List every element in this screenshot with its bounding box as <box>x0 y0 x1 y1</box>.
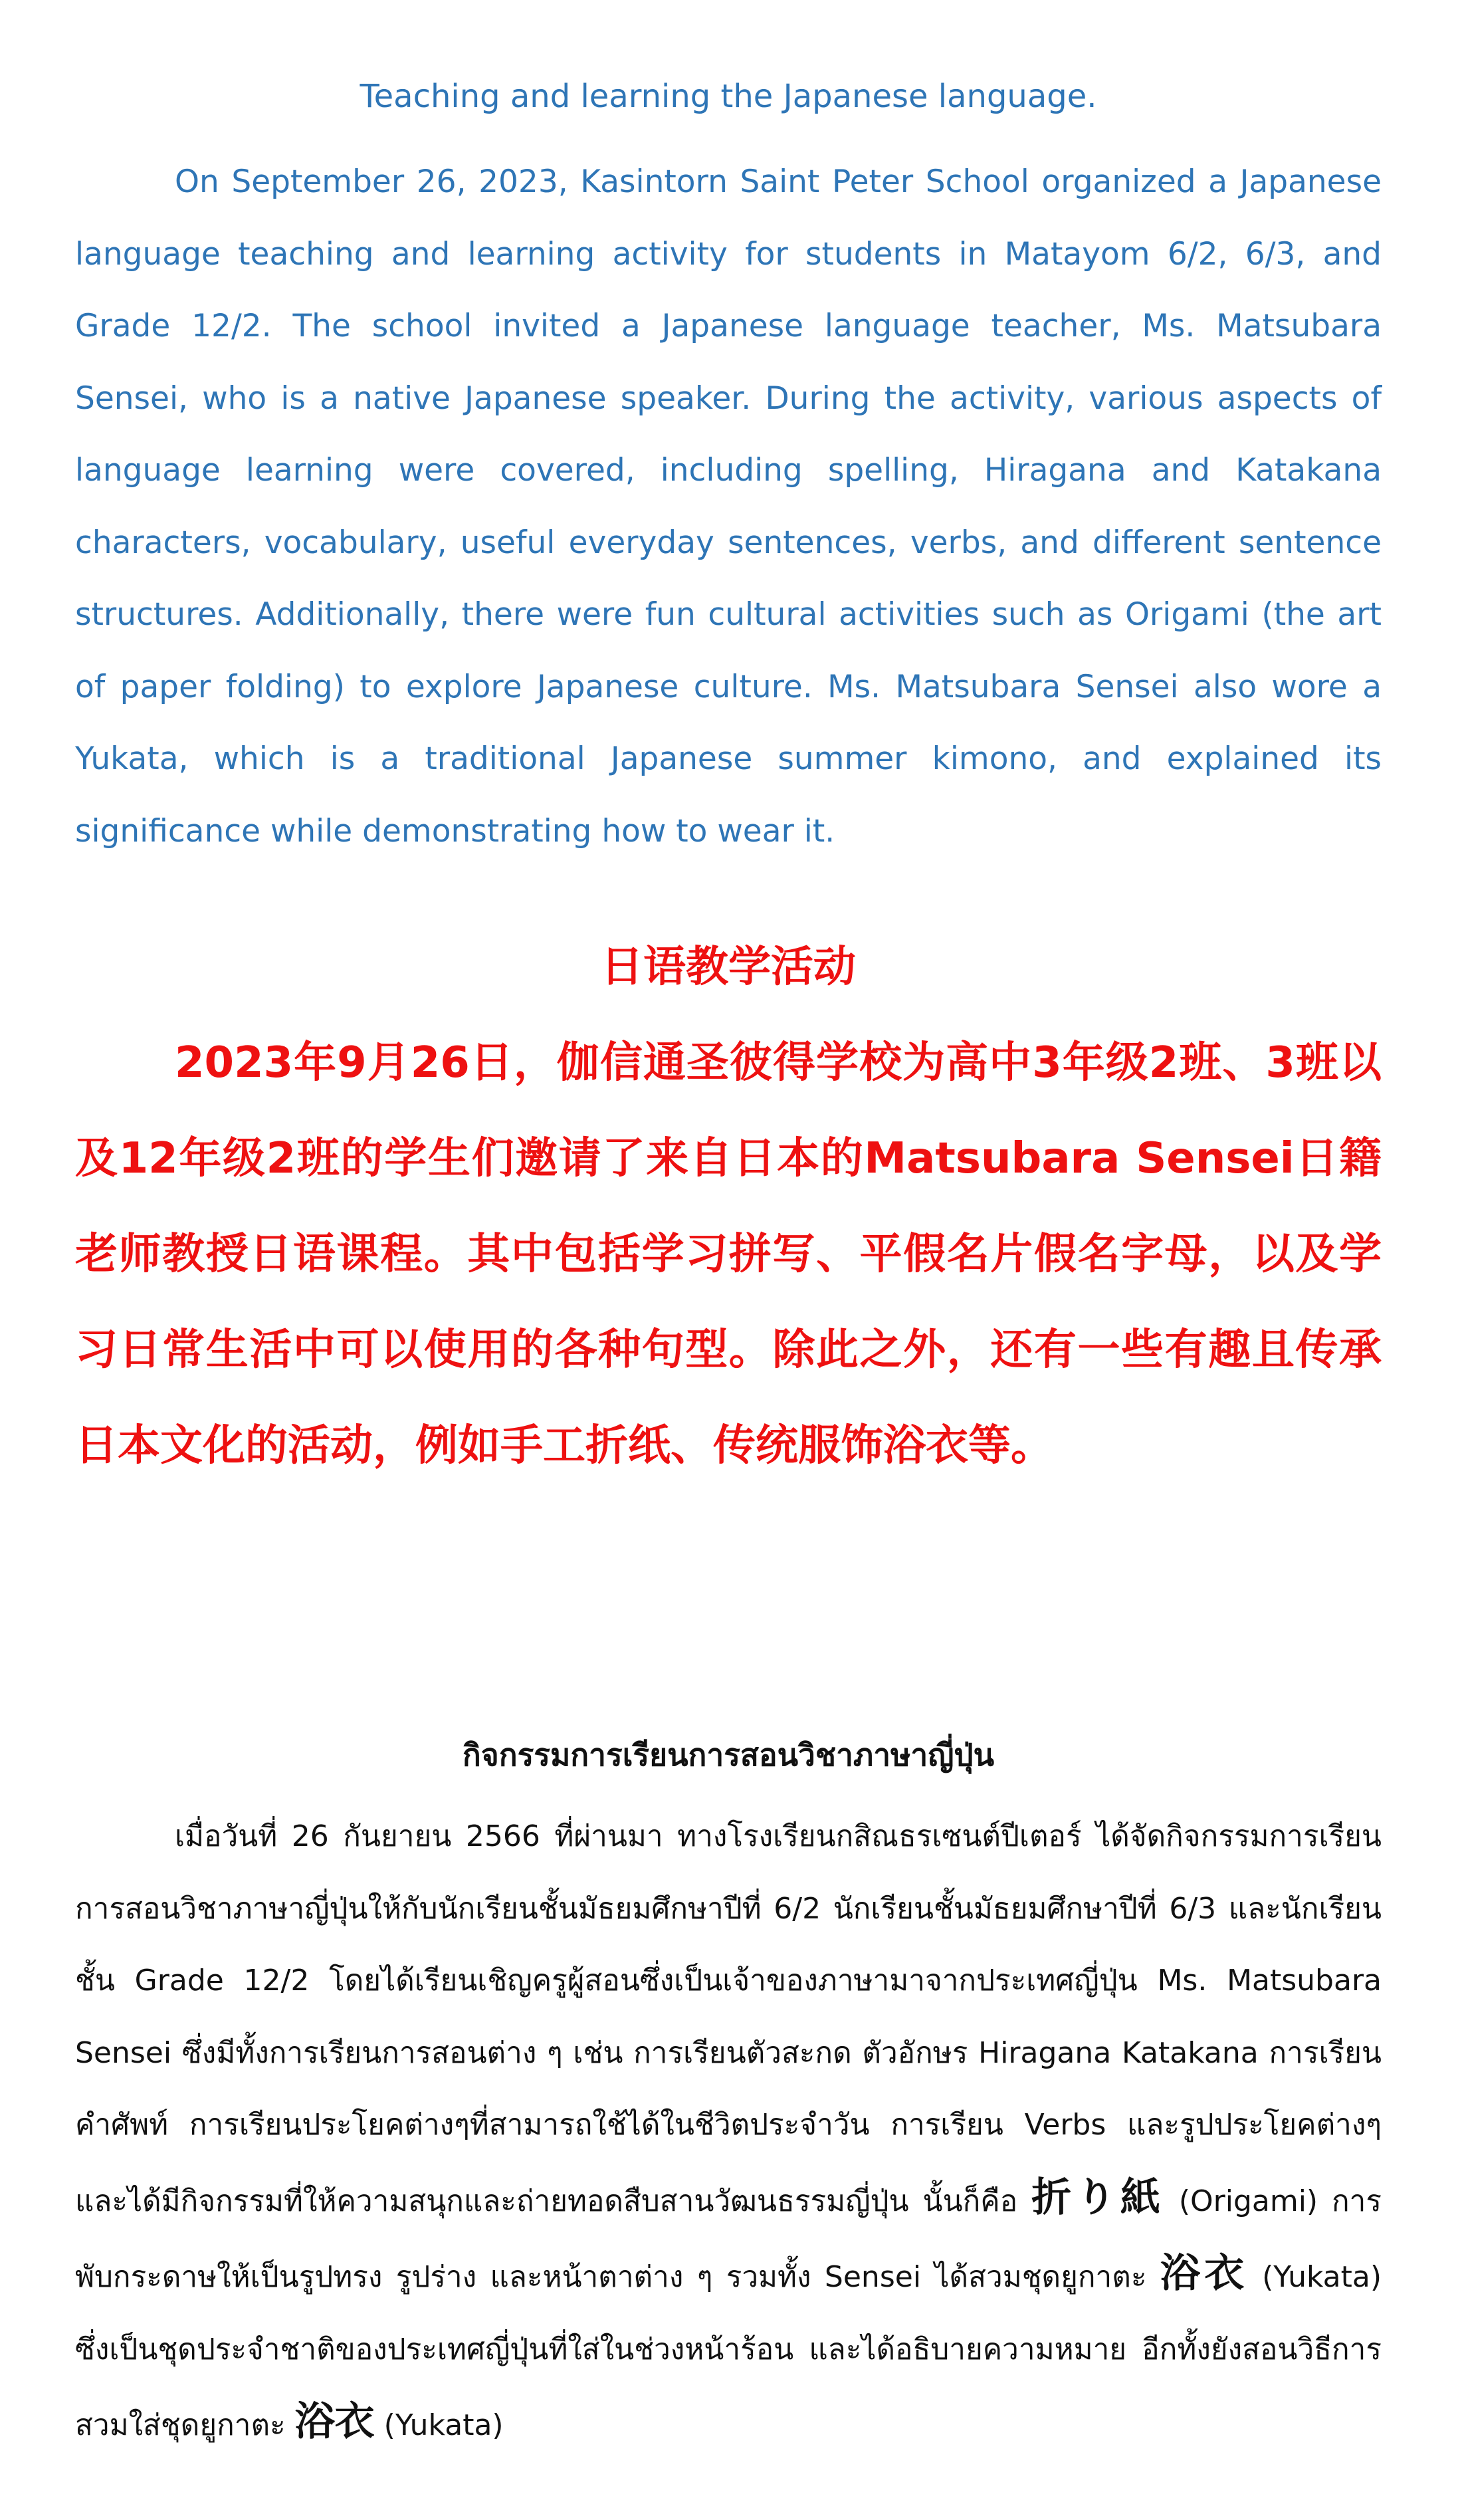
thai-text-part-1: เมื่อวันที่ 26 กันยายน 2566 ที่ผ่านมา ทางโรงเรียนกสิณธรเซนต์ปีเตอร์ ได้จัดกิจกรรมการเรียนการสอนวิชาภาษาญี่ปุ่นให้กับนักเรียนชั้นมัธยมศึกษาปีที่ 6/2 นักเรียนชั้นมัธยมศึกษาปีที่ 6/3 และนักเรียนชั้น Grade 12/2 โดยได้เรียนเชิญครูผู้สอนซึ่งเป็นเจ้าของภาษามาจากประเทศญี่ปุ่น Ms. Matsubara Sensei ซึ่งมีทั้งการเรียนการสอนต่าง ๆ เช่น การเรียนตัวสะกด ตัวอักษร Hiragana Katakana การเรียนคำศัพท์ การเรียนประโยคต่างๆที่สามารถใช้ได้ในชีวิตประจำวัน การเรียน Verbs และรูปประโยคต่างๆ และได้มีกิจกรรมที่ให้ความสนุกและถ่ายทอดสืบสานวัฒนธรรมญี่ปุ่น นั้นก็คือ <box>75 1819 1382 2218</box>
chinese-section <box>75 927 1382 1494</box>
thai-text-part-3: (Yukata) ซึ่งเป็นชุดประจำชาติของประเทศญี่ปุ่นที่ใส่ในช่วงหน้าร้อน และได้อธิบายความหมาย อีกทั้งยังสอนวิธีการสวมใส่ชุดยูกาตะ <box>75 2260 1382 2442</box>
thai-text-part-2: (Origami) การพับกระดาษให้เป็นรูปทรง รูปร่าง และหน้าตาต่าง ๆ รวมทั้ง Sensei ได้สวมชุดยูกาตะ <box>75 2184 1382 2294</box>
english-paragraph: On September 26, 2023, Kasintorn Saint Peter School organized a Japanese language teaching and learning activity for students in Matayom 6/2, 6/3, and Grade 12/2. The school invited a Japanese language teacher, Ms. Matsubara Sensei, who is a native Japanese speaker. During the activity, various aspects of language learning were covered, including spelling, Hiragana and Katakana characters, vocabulary, useful everyday sentences, verbs, and different sentence structures. Additionally, there were fun cultural activities such as Origami (the art of paper folding) to explore Japanese culture. Ms. Matsubara Sensei also wore a Yukata, which is a traditional Japanese summer kimono, and explained its significance while demonstrating how to wear it. <box>75 164 1382 850</box>
chinese-title: 日语教学活动 <box>601 943 856 992</box>
english-title: Teaching and learning the Japanese language. <box>360 78 1097 115</box>
chinese-paragraph: 2023年9月26日，伽信通圣彼得学校为高中3年级2班、3班以及12年级2班的学生们邀请了来自日本的Matsubara Sensei日籍老师教授日语课程。其中包括学习拼写、平假名片假名字母，以及学习日常生活中可以使用的各种句型。除此之外，还有一些有趣且传承日本文化的活动，例如手工折纸、传统服饰浴衣等。 <box>75 1038 1382 1470</box>
english-section <box>75 66 1382 867</box>
thai-title: กิจกรรมการเรียนการสอนวิชาภาษาญี่ปุ่น <box>462 1737 995 1773</box>
yukata-term-second: 浴衣 <box>294 2398 375 2445</box>
thai-text-part-4: (Yukata) <box>374 2408 504 2442</box>
origami-term: 折り紙 <box>1031 2174 1165 2221</box>
thai-section <box>75 1725 1382 2462</box>
thai-paragraph <box>75 1801 1382 2462</box>
yukata-term: 浴衣 <box>1160 2250 1249 2297</box>
